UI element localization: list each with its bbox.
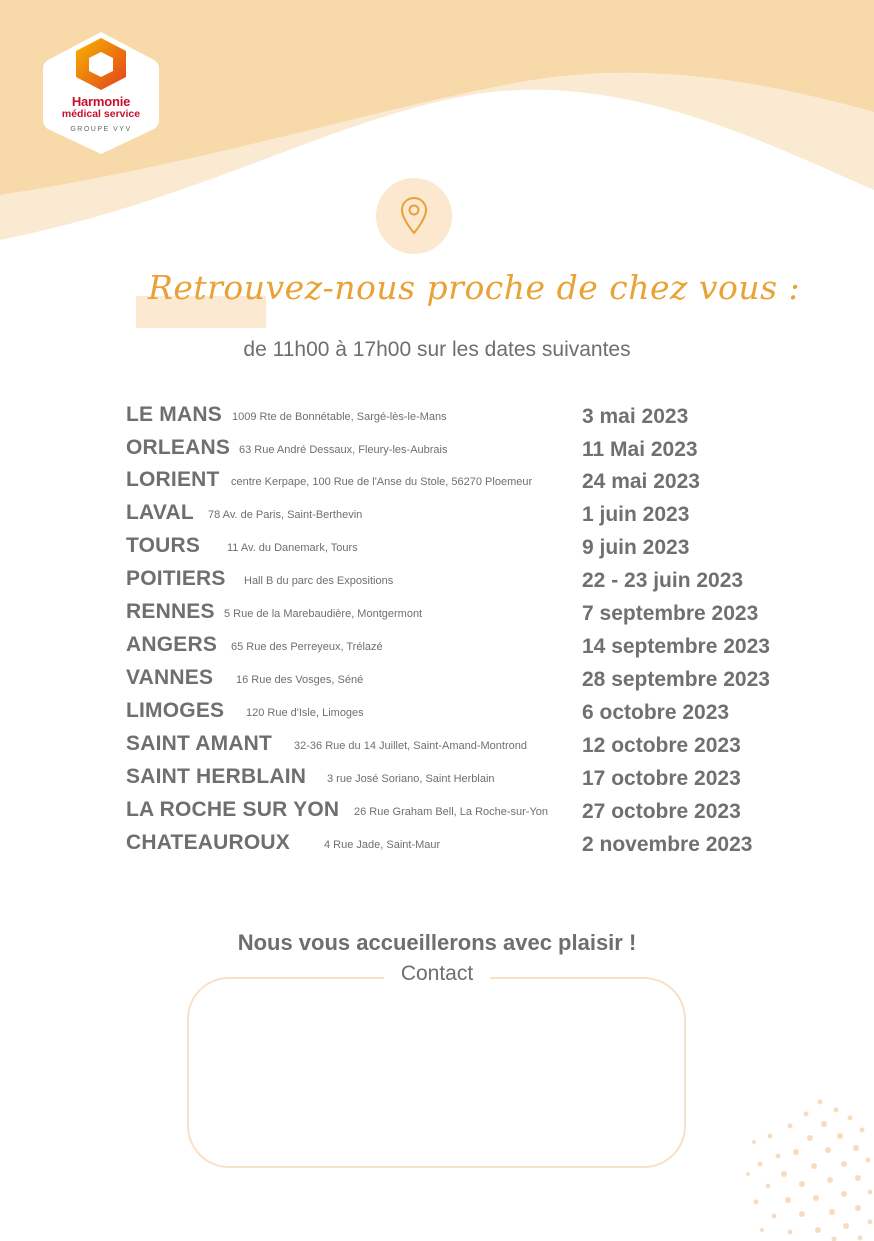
contact-label: Contact <box>384 962 490 986</box>
location-address: 63 Rue André Dessaux, Fleury-les-Aubrais <box>239 444 448 456</box>
location-address: centre Kerpape, 100 Rue de l'Anse du Stole, 56270 Ploemeur <box>231 476 533 488</box>
location-date: 22 - 23 juin 2023 <box>582 569 744 592</box>
location-date: 17 octobre 2023 <box>582 767 741 790</box>
location-row <box>126 765 826 795</box>
contact-box <box>187 977 686 1168</box>
location-date: 28 septembre 2023 <box>582 668 770 691</box>
location-date: 9 juin 2023 <box>582 536 690 559</box>
welcome-message: Nous vous accueillerons avec plaisir ! <box>237 930 637 955</box>
location-row <box>126 501 826 531</box>
location-row <box>126 436 826 466</box>
brand-name: Harmonie <box>71 94 131 109</box>
location-row <box>126 633 826 663</box>
location-date: 11 Mai 2023 <box>582 438 698 461</box>
decorative-dots <box>740 1090 874 1241</box>
location-city: LIMOGES <box>126 699 225 722</box>
location-row <box>126 666 826 696</box>
hexagon-logo-icon <box>42 30 160 100</box>
location-city: POITIERS <box>126 567 226 590</box>
location-address: 16 Rue des Vosges, Séné <box>236 674 364 686</box>
location-city: ANGERS <box>126 633 218 656</box>
location-city: TOURS <box>126 534 201 557</box>
location-row <box>126 534 826 564</box>
location-date: 14 septembre 2023 <box>582 635 770 658</box>
location-address: 3 rue José Soriano, Saint Herblain <box>327 773 495 785</box>
location-address: 26 Rue Graham Bell, La Roche-sur-Yon <box>354 806 549 818</box>
location-date: 1 juin 2023 <box>582 503 690 526</box>
location-address: 4 Rue Jade, Saint-Maur <box>324 839 441 851</box>
location-row <box>126 798 826 828</box>
brand-subtitle: médical service <box>61 108 141 120</box>
location-date: 24 mai 2023 <box>582 470 700 493</box>
brand-logo <box>42 30 160 156</box>
location-row <box>126 699 826 729</box>
location-city: LORIENT <box>126 468 220 491</box>
location-address: Hall B du parc des Expositions <box>244 575 394 587</box>
location-row <box>126 600 826 630</box>
location-address: 11 Av. du Danemark, Tours <box>227 542 358 554</box>
location-row <box>126 567 826 597</box>
location-city: RENNES <box>126 600 215 623</box>
location-address: 1009 Rte de Bonnétable, Sargé-lès-le-Mans <box>232 411 447 423</box>
location-city: CHATEAUROUX <box>126 831 290 854</box>
location-address: 5 Rue de la Marebaudière, Montgermont <box>224 608 423 620</box>
location-row <box>126 831 826 861</box>
location-address: 120 Rue d'Isle, Limoges <box>246 707 364 719</box>
location-row <box>126 403 826 433</box>
page-subheadline: de 11h00 à 17h00 sur les dates suivantes <box>243 338 631 361</box>
location-city: VANNES <box>126 666 214 689</box>
location-address: 65 Rue des Perreyeux, Trélazé <box>231 641 383 653</box>
location-row <box>126 732 826 762</box>
location-pin-badge <box>376 178 452 254</box>
location-row <box>126 468 826 498</box>
location-date: 2 novembre 2023 <box>582 833 753 856</box>
location-address: 78 Av. de Paris, Saint-Berthevin <box>208 509 363 521</box>
location-city: SAINT AMANT <box>126 732 273 755</box>
location-date: 12 octobre 2023 <box>582 734 741 757</box>
location-address: 32-36 Rue du 14 Juillet, Saint-Amand-Montrond <box>294 740 527 752</box>
location-city: LA ROCHE SUR YON <box>126 798 340 821</box>
map-pin-icon <box>400 196 428 236</box>
brand-group: GROUPE VYV <box>70 126 132 133</box>
location-city: ORLEANS <box>126 436 231 459</box>
location-date: 27 octobre 2023 <box>582 800 741 823</box>
location-city: SAINT HERBLAIN <box>126 765 307 788</box>
location-date: 3 mai 2023 <box>582 405 689 428</box>
location-date: 6 octobre 2023 <box>582 701 730 724</box>
location-city: LE MANS <box>126 403 222 426</box>
location-city: LAVAL <box>126 501 194 524</box>
location-date: 7 septembre 2023 <box>582 602 759 625</box>
page-headline: Retrouvez-nous proche de chez vous : <box>148 268 801 307</box>
